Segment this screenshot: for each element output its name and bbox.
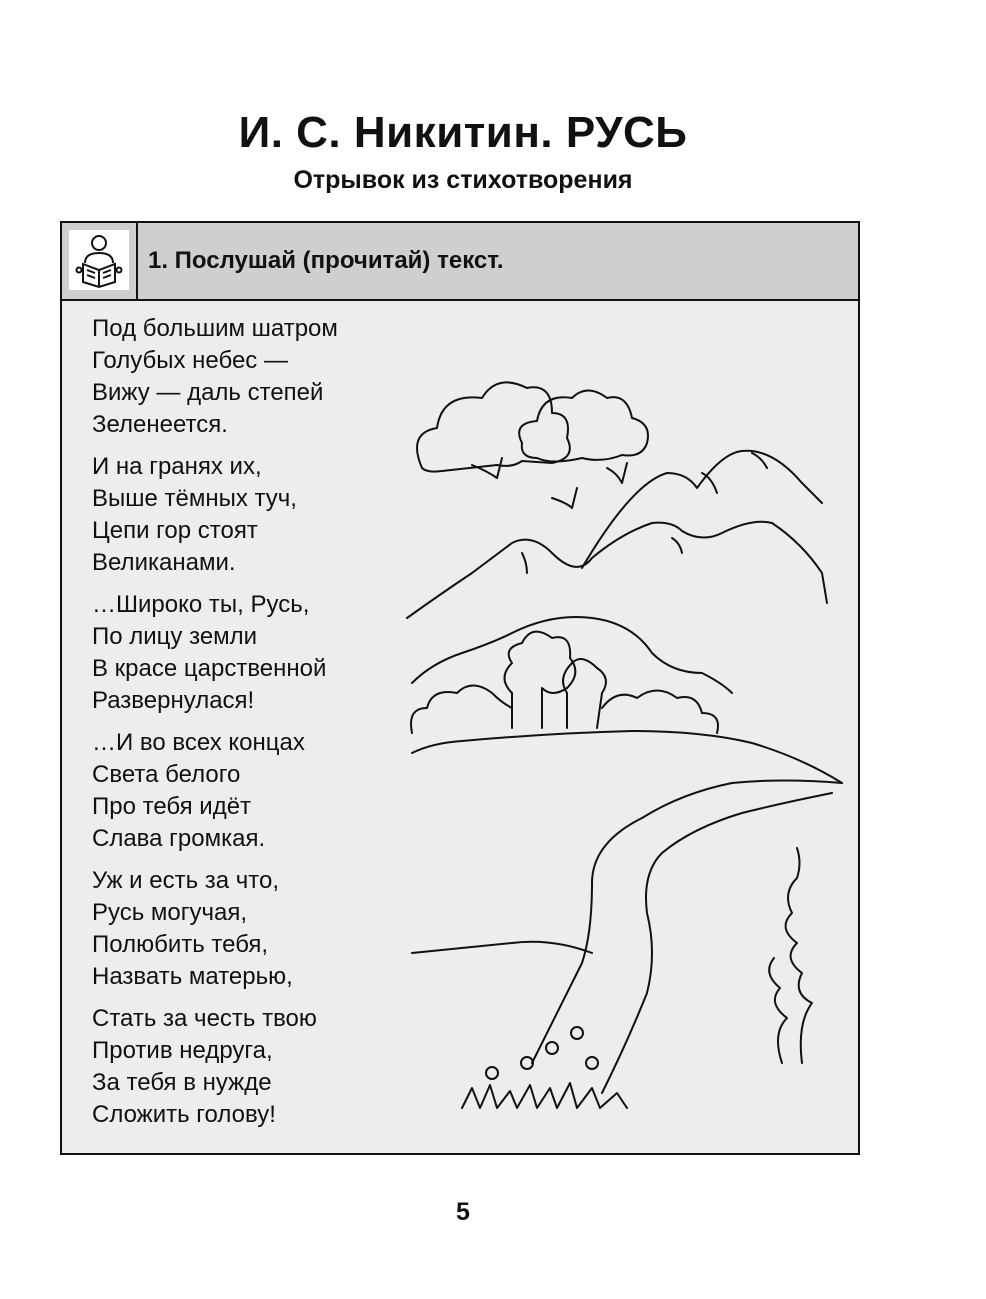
poem-line: В красе царственной: [92, 655, 327, 682]
reeds: [786, 848, 812, 1063]
flower: [546, 1042, 558, 1054]
poem: [92, 313, 412, 1141]
poem-line: За тебя в нужде: [92, 1069, 272, 1096]
poem-line: Против недруга,: [92, 1037, 273, 1064]
page-subtitle: Отрывок из стихотворения: [293, 166, 633, 194]
poem-line: Выше тёмных туч,: [92, 485, 297, 512]
page-number: 5: [456, 1198, 470, 1226]
mountain-peak-mark: [702, 473, 717, 493]
poem-line: Стать за честь твою: [92, 1005, 317, 1032]
poem-line: Назвать матерью,: [92, 963, 293, 990]
landscape-illustration: [402, 373, 852, 1133]
reeds: [769, 958, 787, 1063]
poem-stanza: [92, 727, 412, 855]
cloud-left: [417, 382, 570, 471]
poem-line: Зеленеется.: [92, 411, 228, 438]
poem-stanza: [92, 451, 412, 579]
mountain-peak-mark: [522, 553, 527, 573]
mountain-back: [582, 451, 822, 568]
poem-line: Сложить голову!: [92, 1101, 276, 1128]
poem-line: Про тебя идёт: [92, 793, 252, 820]
page-title: И. С. Никитин. РУСЬ: [238, 108, 688, 157]
poem-line: Великанами.: [92, 549, 236, 576]
poem-stanza: [92, 1003, 412, 1131]
path-base: [412, 942, 592, 953]
task-instruction: 1. Послушай (прочитай) текст.: [148, 247, 504, 274]
poem-line: Вижу — даль степей: [92, 379, 324, 406]
poem-stanza: [92, 589, 412, 717]
hill: [412, 731, 842, 783]
poem-line: Слава громкая.: [92, 825, 266, 852]
bird: [552, 488, 577, 508]
bird: [607, 463, 627, 483]
poem-line: Полюбить тебя,: [92, 931, 269, 958]
mountain-peak-mark: [672, 538, 682, 553]
poem-stanza: [92, 865, 412, 993]
task-box: [60, 221, 860, 1155]
poem-line: По лицу земли: [92, 623, 258, 650]
task-header: [62, 223, 858, 301]
flower: [586, 1057, 598, 1069]
reading-person-icon: [69, 230, 129, 290]
bushes: [411, 686, 718, 734]
poem-line: Света белого: [92, 761, 241, 788]
mountain-middle: [407, 522, 827, 618]
poem-line: Голубых небес —: [92, 347, 288, 374]
poem-line: Цепи гор стоят: [92, 517, 258, 544]
poem-line: Русь могучая,: [92, 899, 248, 926]
path-left-edge: [532, 781, 842, 1064]
task-icon-cell: [62, 223, 138, 299]
poem-line: …Широко ты, Русь,: [92, 591, 310, 618]
tree: [505, 632, 576, 728]
flower: [486, 1067, 498, 1079]
poem-line: И на гранях их,: [92, 453, 262, 480]
poem-line: Развернулася!: [92, 687, 255, 714]
poem-line: …И во всех концах: [92, 729, 305, 756]
flower: [571, 1027, 583, 1039]
cloud-right: [519, 391, 648, 462]
tree: [563, 659, 606, 728]
grass: [462, 1083, 627, 1108]
poem-stanza: [92, 313, 412, 441]
poem-line: Уж и есть за что,: [92, 867, 280, 894]
poem-line: Под большим шатром: [92, 315, 338, 342]
